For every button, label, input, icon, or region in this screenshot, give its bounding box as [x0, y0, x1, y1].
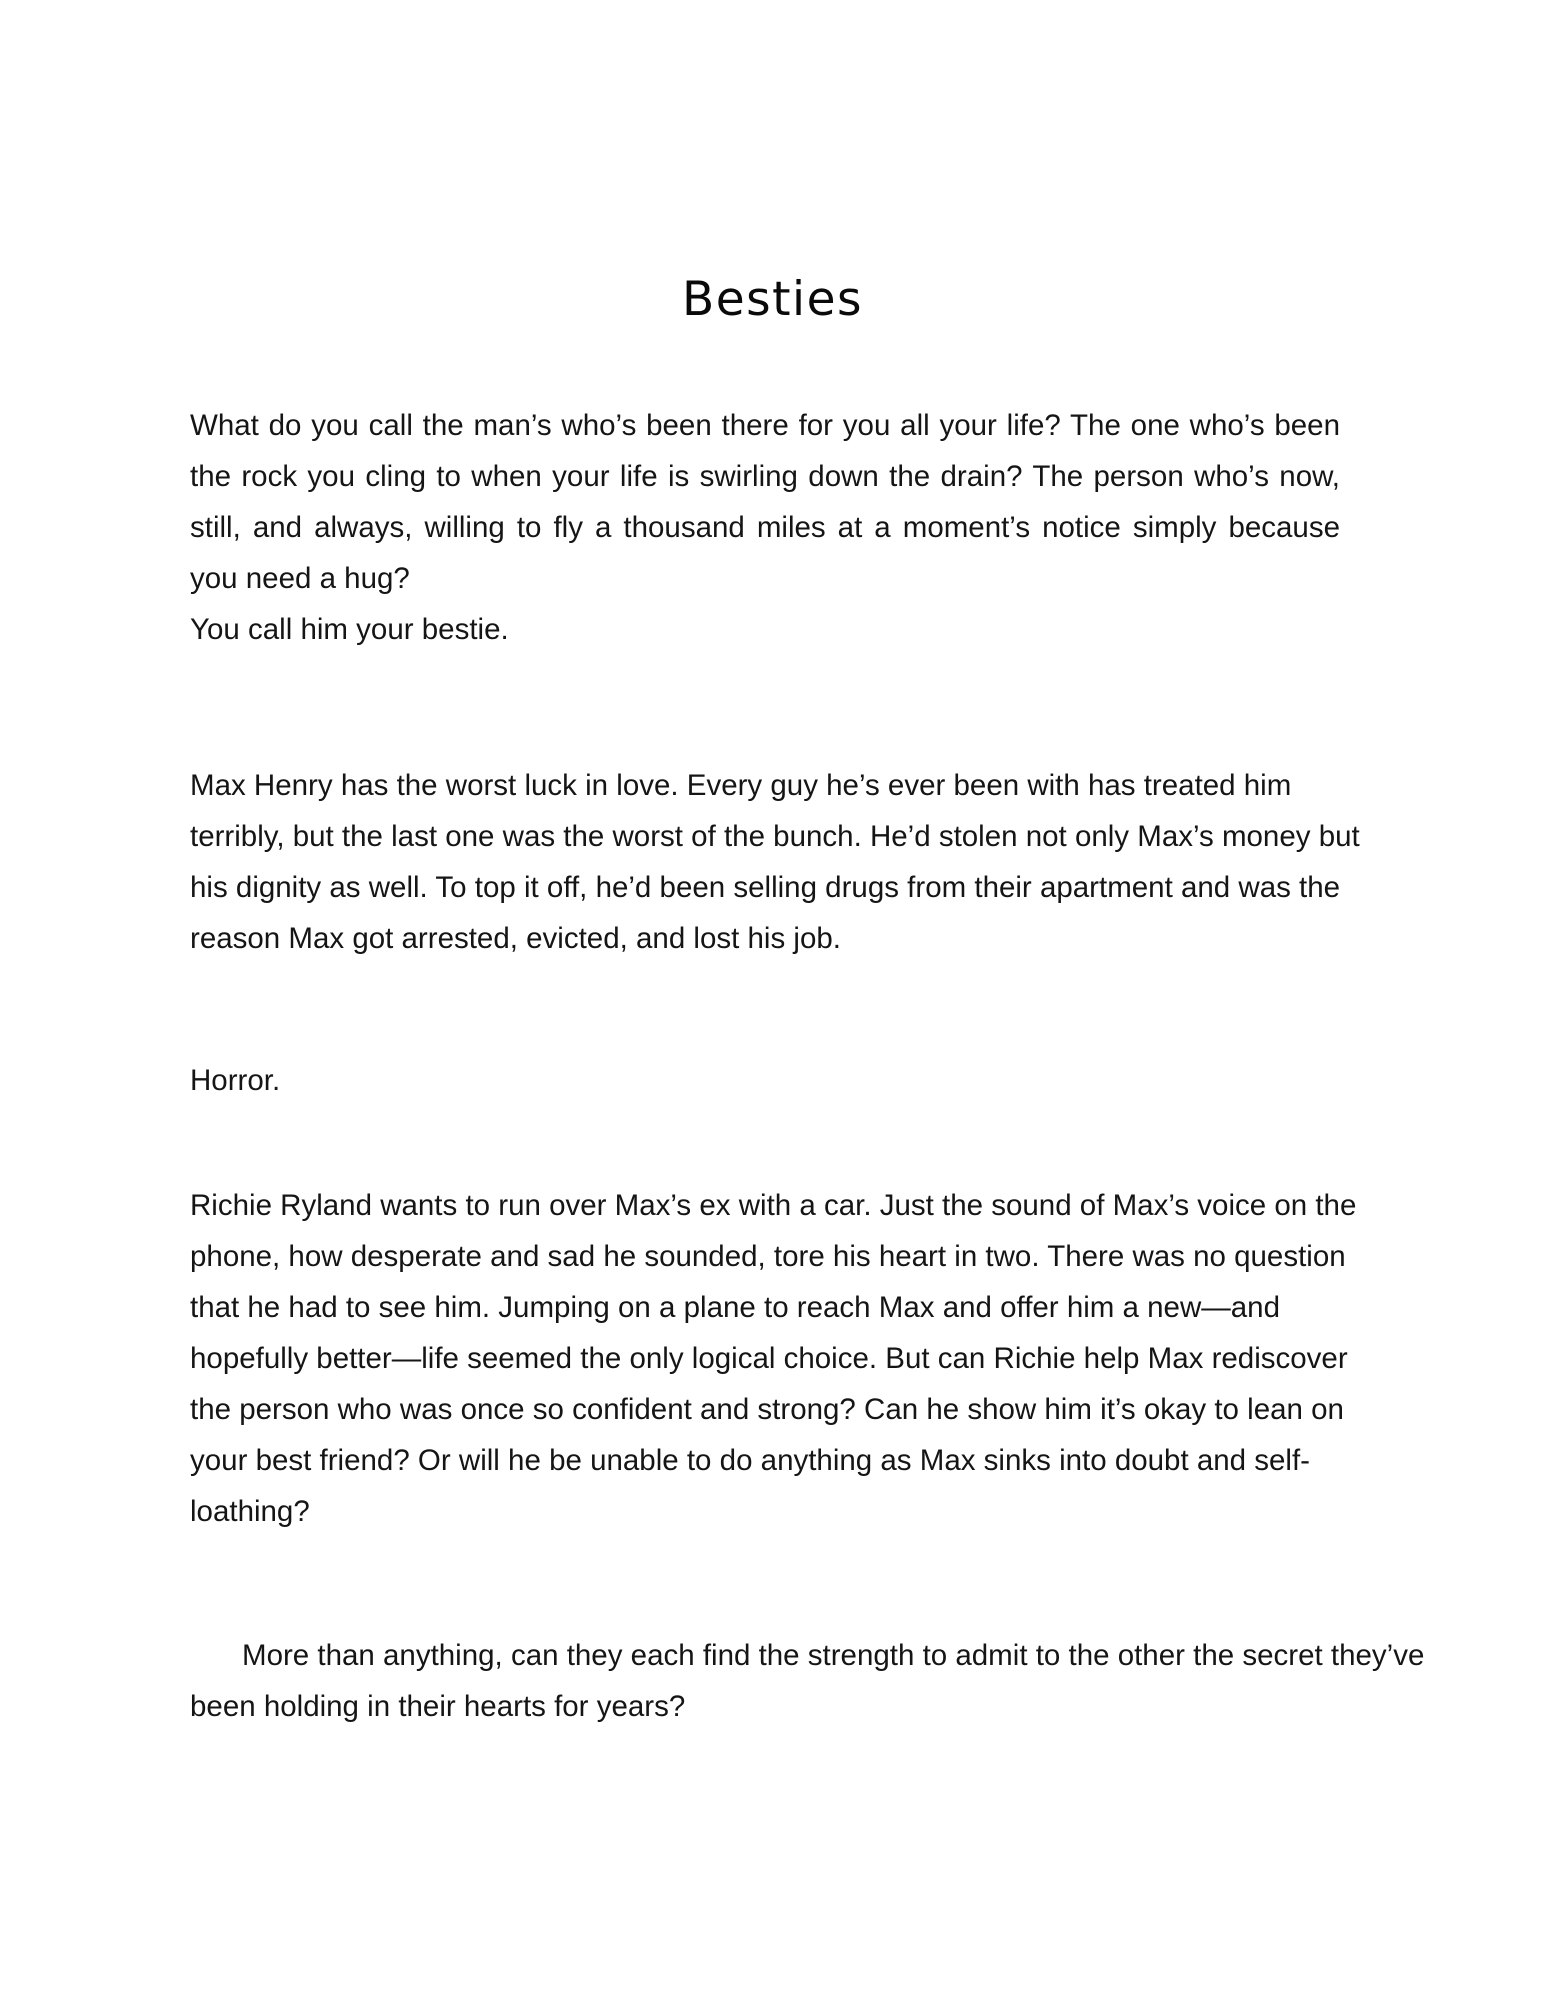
paragraph-closing: More than anything, can they each find the strength to admit to the other the secret they’ve been holding in their hearts for years?: [190, 1639, 1425, 1723]
paragraph-lede-body: What do you call the man’s who’s been there for you all your life? The one who’s been the rock you cling to when your life is swirling down the drain? The person who’s now, still, and always, willing to fly a thousand miles at a moment’s notice simply because you need a hug?: [190, 409, 1349, 595]
paragraph-richie-ryland: Richie Ryland wants to run over Max’s ex with a car. Just the sound of Max’s voice on the phone, how desperate and sad he sounded, tore his heart in two. There was no question that he had to see him. Jumping on a plane to reach Max and offer him a new—and hopefully better—life seemed the only logical choice. But can Richie help Max rediscover the person who was once so confident and strong? Can he show him it’s okay to lean on your best friend? Or will he be unable to do anything as Max sinks into doubt and self-loathing?: [190, 1189, 1357, 1528]
page-title: Besties: [681, 272, 864, 328]
paragraph-max-henry: Max Henry has the worst luck in love. Every guy he’s ever been with has treated him terribly, but the last one was the worst of the bunch. He’d stolen not only Max’s money but his dignity as well. To top it off, he’d been selling drugs from their apartment and was the reason Max got arrested, evicted, and lost his job.: [190, 769, 1360, 955]
paragraph-lede: [190, 400, 1349, 655]
paragraph-horror: Horror.: [190, 1064, 281, 1097]
paragraph-lede-tail: You call him your bestie.: [190, 613, 509, 646]
